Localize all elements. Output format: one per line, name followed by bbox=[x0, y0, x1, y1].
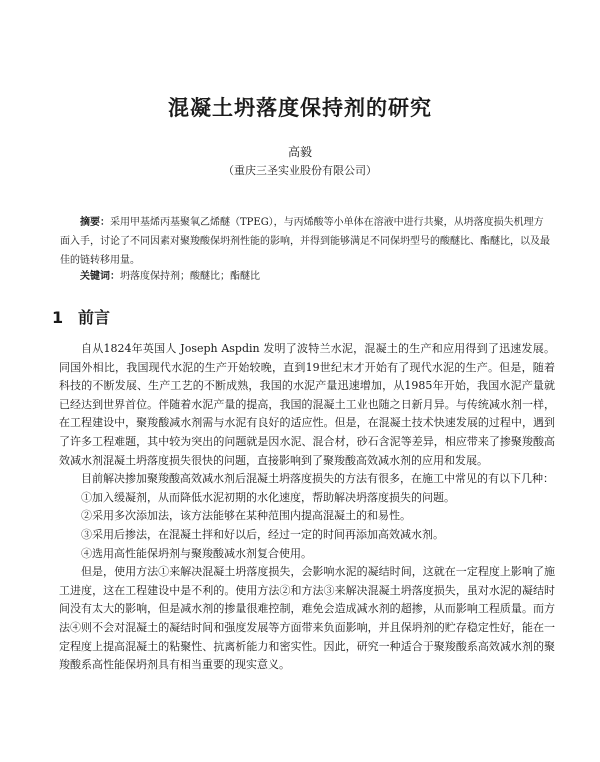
keywords-label: 关键词： bbox=[80, 271, 120, 282]
paragraph: 但是，使用方法①来解决混凝土坍落度损失，会影响水泥的凝结时间，这就在一定程度上影响了施工进度，这在工程建设中是不利的。使用方法②和方法③来解决混凝土坍落度损失，虽对水泥的凝结时间没有太大的影响，但是减水剂的掺量很难控制，难免会造成减水剂的超掺，从而影响工程质量。而方法④则不会对混凝土的凝结时间和强度发展等方面带来负面影响，并且保坍剂的贮存稳定性好，能在一定程度上提高混凝土的粘聚性、抗离析能力和密实性。因此，研究一种适合于聚羧酸系高效减水剂的聚羧酸系高性能保坍剂具有相当重要的现实意义。 bbox=[59, 565, 555, 672]
list-item: ②采用多次添加法，该方法能够在某种范围内提高混凝土的和易性。 bbox=[81, 509, 411, 523]
abstract-label: 摘要： bbox=[80, 217, 110, 228]
body-text bbox=[59, 340, 555, 675]
list-item: ①加入缓凝剂，从而降低水泥初期的水化速度，帮助解决坍落度损失的问题。 bbox=[81, 490, 455, 504]
section-title: 前言 bbox=[78, 308, 111, 327]
keywords-text: 坍落度保持剂；酸醚比；酯醚比 bbox=[120, 271, 260, 282]
list-item: ④选用高性能保坍剂与聚羧酸减水剂复合使用。 bbox=[81, 546, 312, 560]
section-number: 1 bbox=[52, 308, 64, 327]
author-name: 高毅 bbox=[287, 145, 312, 159]
section-heading bbox=[52, 305, 110, 328]
abstract bbox=[60, 213, 552, 270]
keywords bbox=[80, 269, 550, 285]
paragraph: 自从1824年英国人 Joseph Aspdin 发明了波特兰水泥，混凝土的生产和应用得到了迅速发展。同国外相比，我国现代水泥的生产开始较晚，直到19世纪末才开始有了现代水泥的生产。但是，随着科技的不断发展、生产工艺的不断成熟，我国的水泥产量迅速增加，从1985年开始，我国水泥产量就已经达到世界首位。伴随着水泥产量的提高，我国的混凝土工业也随之日新月异。与传统减水剂一样，在工程建设中，聚羧酸减水剂需与水泥有良好的适应性。但是，在混凝土技术快速发展的过程中，遇到了许多工程难题，其中较为突出的问题就是因水泥、混合材，砂石含泥等差异，相应带来了掺聚羧酸高效减水剂混凝土坍落度损失很快的问题，直接影响到了聚羧酸高效减水剂的应用和发展。 bbox=[59, 342, 555, 467]
abstract-text: 采用甲基烯丙基聚氧乙烯醚（TPEG），与丙烯酸等小单体在溶液中进行共聚，从坍落度损失机理方面入手，讨论了不同因素对聚羧酸保坍剂性能的影响，并得到能够满足不同保坍型号的酸醚比、酯醚比，以及最佳的链转移用量。 bbox=[60, 217, 550, 266]
author-affiliation: （重庆三圣实业股份有限公司） bbox=[223, 164, 377, 177]
paper-title: 混凝土坍落度保持剂的研究 bbox=[168, 95, 432, 120]
list-item: ③采用后掺法，在混凝土拌和好以后，经过一定的时间再添加高效减水剂。 bbox=[81, 527, 444, 541]
paragraph: 目前解决掺加聚羧酸高效减水剂后混凝土坍落度损失的方法有很多，在施工中常见的有以下几种： bbox=[81, 472, 554, 486]
